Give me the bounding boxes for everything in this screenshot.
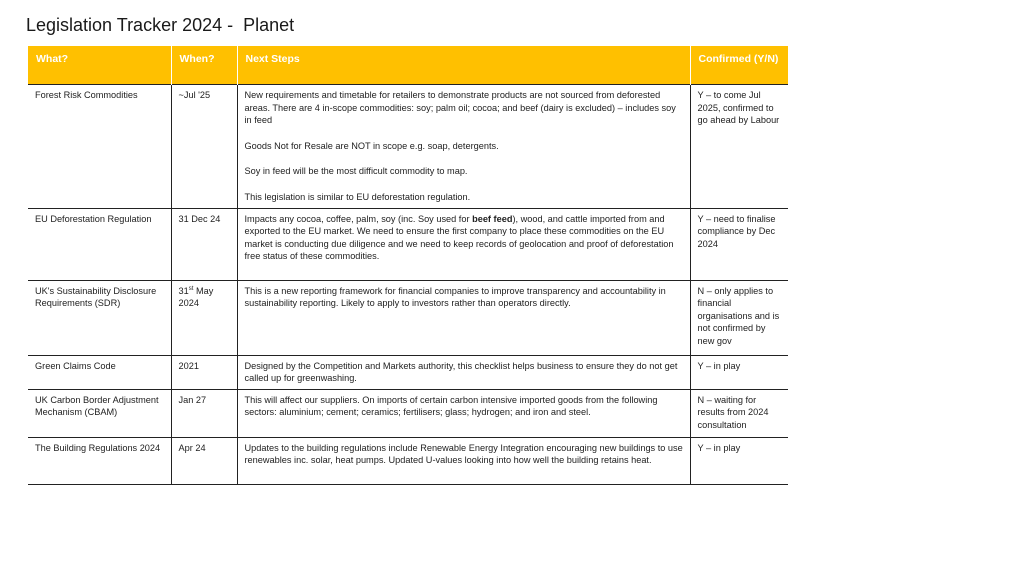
next-steps-paragraph: This legislation is similar to EU deforestation regulation. (244, 191, 471, 202)
header-when: When? (171, 46, 237, 85)
cell-what: The Building Regulations 2024 (28, 437, 171, 484)
table-row (28, 437, 788, 484)
cell-when: ~Jul '25 (171, 85, 237, 209)
cell-when (171, 280, 237, 355)
cell-next-steps: Designed by the Competition and Markets authority, this checklist helps business to ensure they do not get called up for greenwashing. (237, 355, 690, 389)
cell-next-steps (237, 208, 690, 280)
legislation-table (28, 46, 788, 485)
next-steps-bold: beef feed (472, 213, 513, 224)
next-steps-paragraph: Soy in feed will be the most difficult commodity to map. (244, 166, 468, 177)
table-row (28, 355, 788, 389)
cell-confirmed: Y – in play (690, 355, 788, 389)
cell-next-steps: Updates to the building regulations include Renewable Energy Integration encouraging new buildings to use renewables inc. solar, heat pumps. Updated U-values looking into how well the building retains heat. (237, 437, 690, 484)
table-header-row (28, 46, 788, 85)
when-day: 31 (178, 285, 189, 296)
cell-what: UK Carbon Border Adjustment Mechanism (CBAM) (28, 389, 171, 437)
cell-when: Apr 24 (171, 437, 237, 484)
page-title: Legislation Tracker 2024 - Planet (26, 15, 295, 35)
cell-confirmed: N – waiting for results from 2024 consultation (690, 389, 788, 437)
next-steps-text: ), wood, and cattle imported from and exported to the EU market. We need to ensure the first company to place these commodities on the EU market is conducting due diligence and we need to keep records of geolocation and proof of deforestation free status of these commodities. (244, 213, 674, 262)
header-confirmed: Confirmed (Y/N) (690, 46, 788, 85)
cell-when: Jan 27 (171, 389, 237, 437)
cell-confirmed: Y – need to finalise compliance by Dec 2024 (690, 208, 788, 280)
next-steps-paragraph: New requirements and timetable for retailers to demonstrate products are not sourced from deforested areas. There are 4 in-scope commodities: soy; palm oil; cocoa; and beef (dairy is excluded) – includes soy in feed (244, 90, 676, 126)
cell-what: Forest Risk Commodities (28, 85, 171, 209)
table-row (28, 389, 788, 437)
cell-next-steps: This will affect our suppliers. On imports of certain carbon intensive imported goods from the following sectors: aluminium; cement; ceramics; fertilisers; glass; hydrogen; and iron and steel. (237, 389, 690, 437)
cell-when: 31 Dec 24 (171, 208, 237, 280)
cell-confirmed: Y – in play (690, 437, 788, 484)
cell-next-steps: This is a new reporting framework for financial companies to improve transparency and accountability in sustainability reporting. Likely to apply to investors rather than operators directly. (237, 280, 690, 355)
table-row (28, 280, 788, 355)
cell-when: 2021 (171, 355, 237, 389)
cell-what: EU Deforestation Regulation (28, 208, 171, 280)
when-ordinal: st (188, 285, 194, 292)
table-row (28, 208, 788, 280)
when-rest: May 2024 (178, 285, 214, 309)
cell-what: Green Claims Code (28, 355, 171, 389)
cell-what: UK's Sustainability Disclosure Requirements (SDR) (28, 280, 171, 355)
cell-next-steps (237, 85, 690, 209)
cell-confirmed: Y – to come Jul 2025, confirmed to go ahead by Labour (690, 85, 788, 209)
table-row (28, 85, 788, 209)
next-steps-paragraph: Goods Not for Resale are NOT in scope e.g. soap, detergents. (244, 140, 499, 151)
header-next-steps: Next Steps (237, 46, 690, 85)
next-steps-text: Impacts any cocoa, coffee, palm, soy (inc. Soy used for (244, 213, 473, 224)
header-what: What? (28, 46, 171, 85)
cell-confirmed: N – only applies to financial organisations and is not confirmed by new gov (690, 280, 788, 355)
